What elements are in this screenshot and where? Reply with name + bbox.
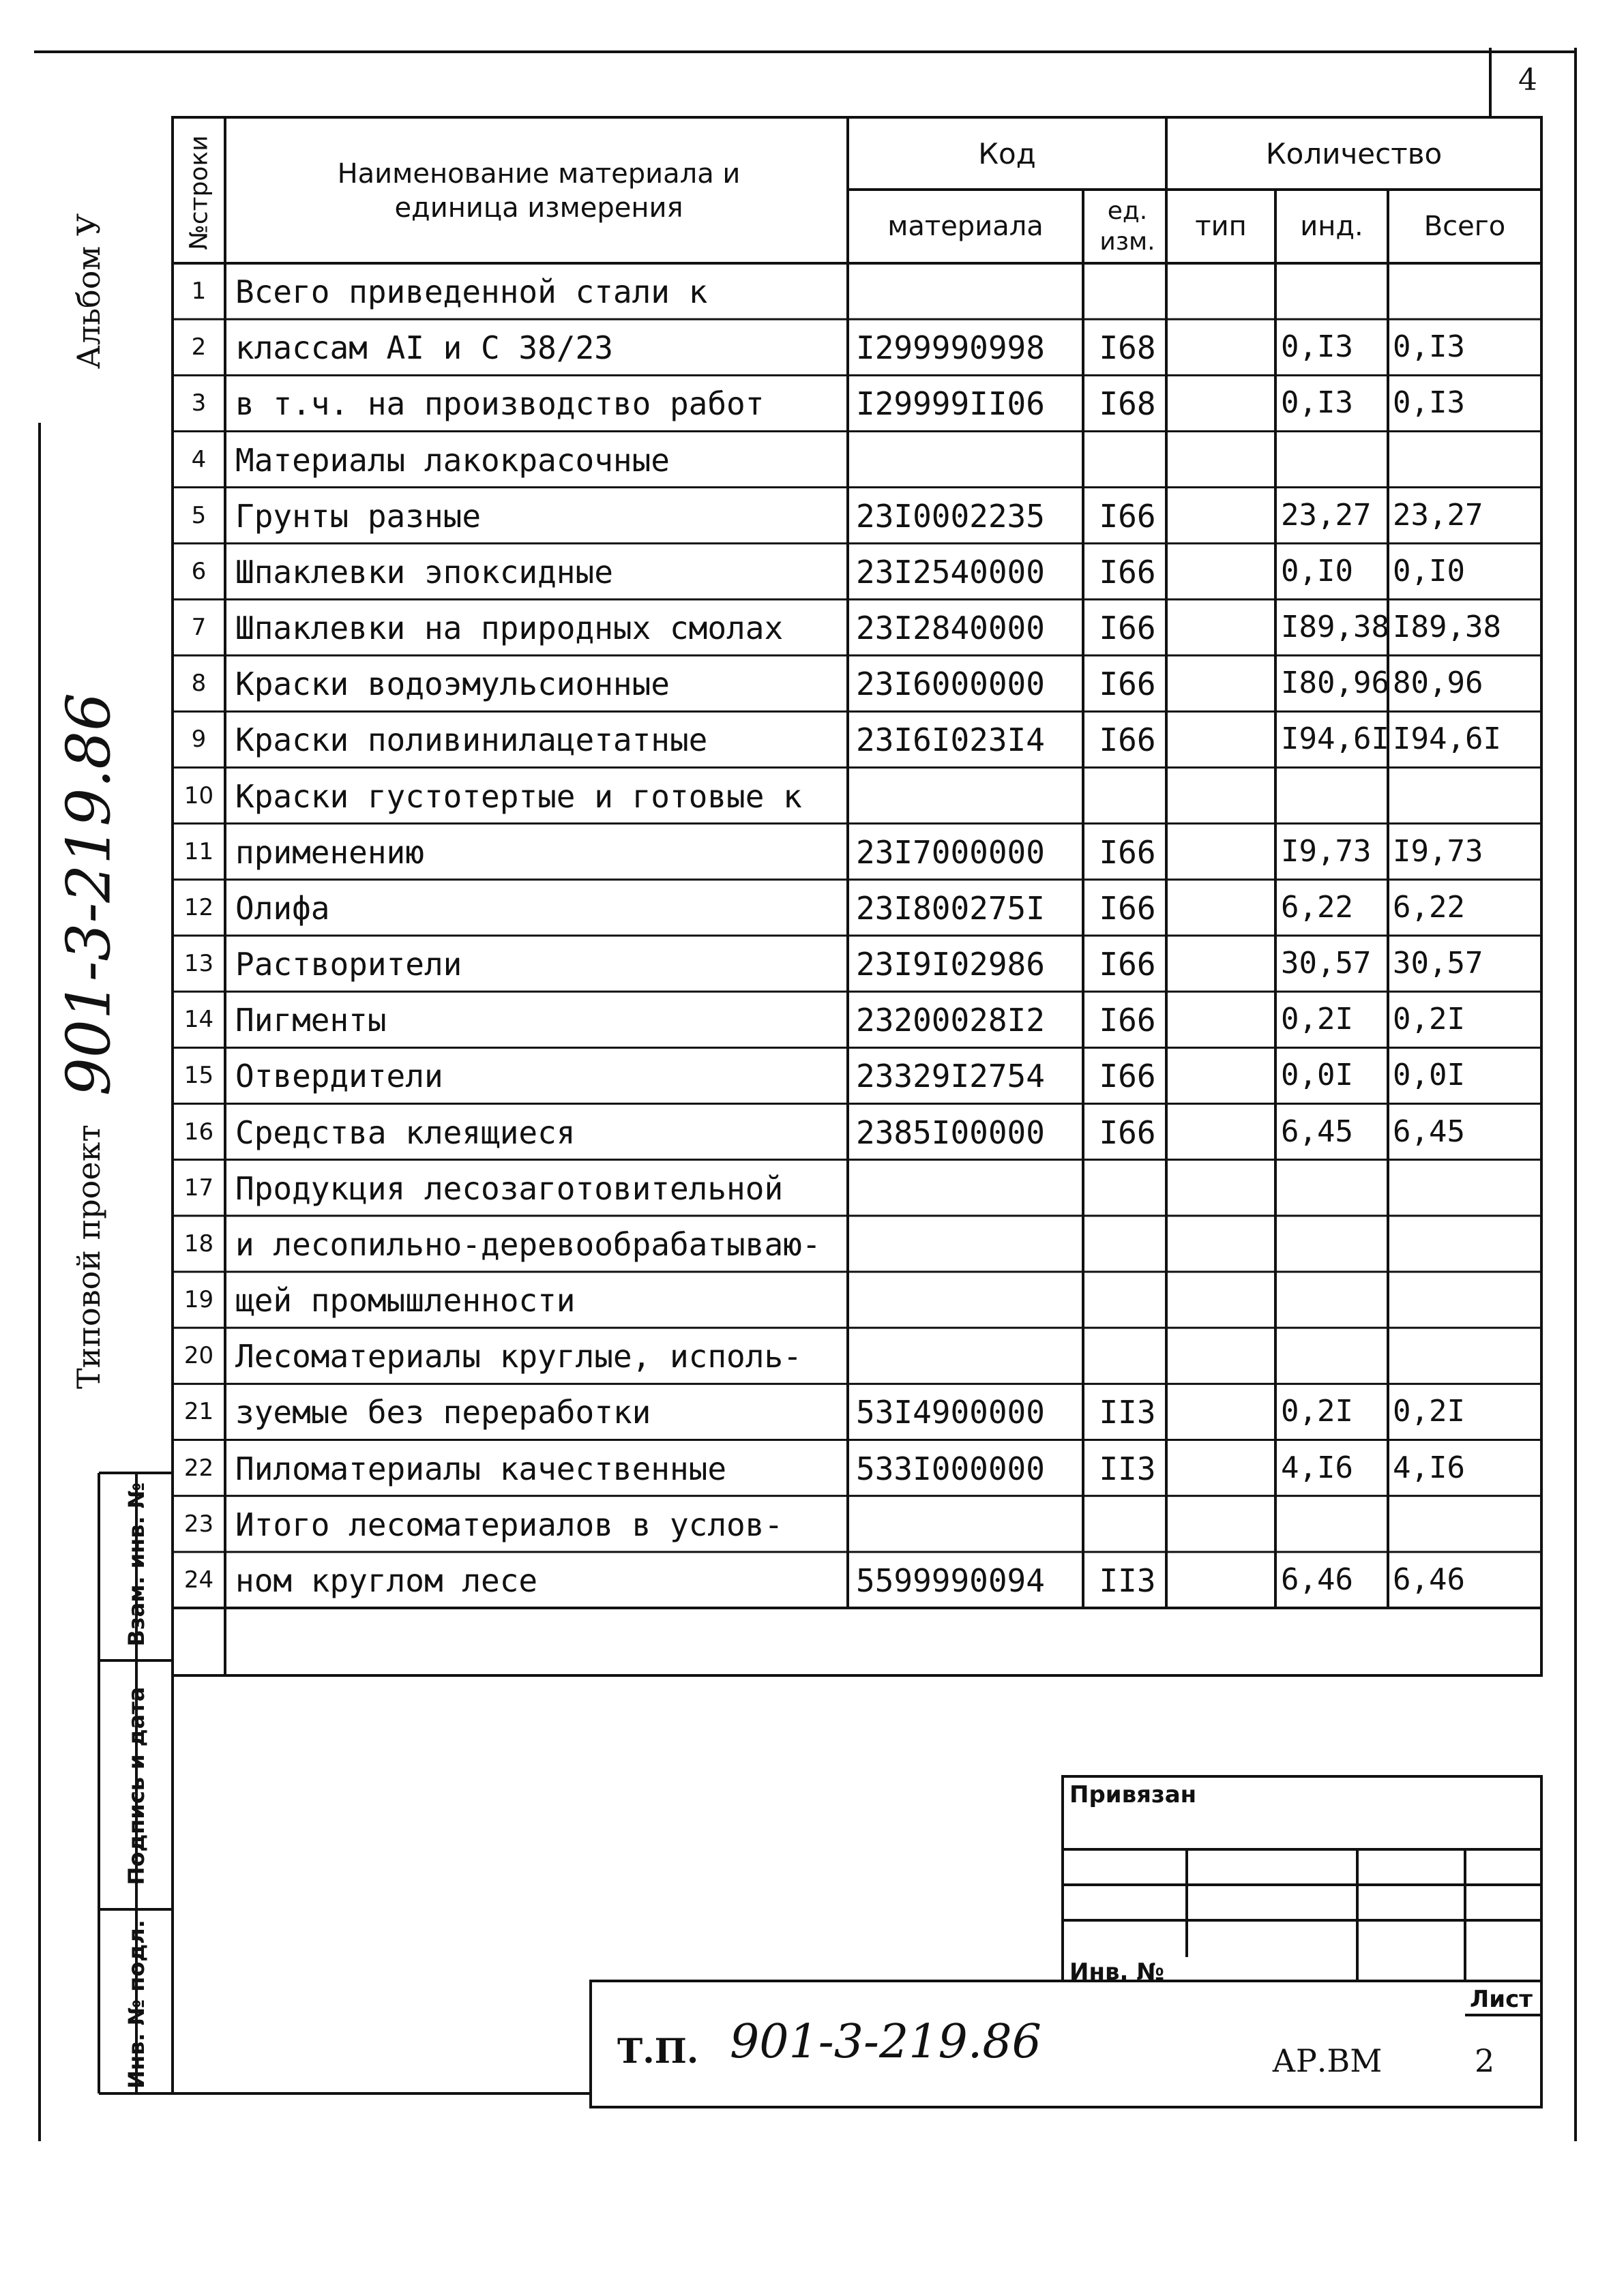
row-number: 14: [183, 1006, 214, 1034]
cell-code: 23I2840000: [856, 610, 1045, 647]
cell-total: 0,I0: [1393, 553, 1465, 588]
tp-code: 901-3-219.86: [730, 2015, 1041, 2069]
row-number: 19: [183, 1286, 214, 1314]
cell-code: I29999II06: [856, 385, 1045, 423]
cell-code: 23I2540000: [856, 553, 1045, 591]
header-qty-ind: инд.: [1300, 211, 1363, 242]
row-number: 17: [183, 1174, 214, 1202]
row-number: 5: [191, 501, 207, 529]
cell-code: 5599990094: [856, 1562, 1045, 1599]
header-qty-type: тип: [1195, 211, 1247, 242]
cell-name: применению: [235, 833, 424, 871]
cell-code: 23I6000000: [856, 666, 1045, 703]
row-number: 16: [183, 1118, 214, 1146]
cell-unit: I66: [1099, 666, 1156, 703]
cell-total: I89,38: [1393, 610, 1501, 645]
stamp-inv: Инв. № подл.: [123, 1920, 149, 2089]
sheet-value: 2: [1475, 2042, 1495, 2079]
project-type-label: Типовой проект: [70, 1124, 107, 1389]
cell-code: 2385I00000: [856, 1114, 1045, 1151]
cell-name: Олифа: [235, 889, 330, 927]
cell-unit: I66: [1099, 1002, 1156, 1039]
cell-name: Отвердители: [235, 1058, 443, 1095]
cell-name: Средства клеящиеся: [235, 1114, 576, 1151]
album-label: Альбом У: [70, 213, 107, 370]
cell-name: классам АI и С 38/23: [235, 329, 613, 367]
cell-name: Краски поливинилацетатные: [235, 721, 708, 759]
cell-ind: 0,I3: [1281, 329, 1353, 365]
project-code-handwritten: 901-3-219.86: [53, 692, 124, 1097]
cell-name: Лесоматериалы круглые, исполь-: [235, 1338, 802, 1375]
row-number: 2: [191, 333, 207, 361]
cell-total: 80,96: [1393, 666, 1483, 701]
cell-ind: 0,0I: [1281, 1058, 1353, 1093]
header-name: Наименование материала и единица измерения: [337, 158, 741, 224]
cell-unit: II3: [1099, 1562, 1156, 1599]
cell-unit: I68: [1099, 329, 1156, 367]
cell-name: Краски водоэмульсионные: [235, 666, 670, 703]
cell-unit: I66: [1099, 721, 1156, 759]
cell-ind: I80,96: [1281, 666, 1389, 701]
cell-code: 23329I2754: [856, 1058, 1045, 1095]
cell-total: I94,6I: [1393, 721, 1501, 757]
cell-ind: 0,I3: [1281, 385, 1353, 421]
row-number: 15: [183, 1062, 214, 1090]
header-qty-total: Всего: [1423, 211, 1506, 242]
row-number: 23: [183, 1510, 214, 1538]
cell-ind: I89,38: [1281, 610, 1389, 645]
cell-name: ном круглом лесе: [235, 1562, 538, 1599]
cell-total: 4,I6: [1393, 1450, 1465, 1485]
cell-code: 533I000000: [856, 1450, 1045, 1487]
row-number: 10: [183, 781, 214, 809]
cell-unit: I66: [1099, 553, 1156, 591]
cell-unit: II3: [1099, 1450, 1156, 1487]
row-number: 24: [183, 1566, 214, 1594]
row-number: 22: [183, 1454, 214, 1482]
cell-name: Краски густотертые и готовые к: [235, 777, 802, 815]
cell-ind: 0,2I: [1281, 1002, 1353, 1037]
cell-total: 0,2I: [1393, 1002, 1465, 1037]
cell-name: Продукция лесозаготовительной: [235, 1169, 784, 1207]
cell-code: 53I4900000: [856, 1394, 1045, 1431]
cell-unit: I66: [1099, 497, 1156, 535]
header-row-no: №строки: [185, 135, 213, 250]
cell-code: 23I9I02986: [856, 946, 1045, 983]
cell-code: 23I6I023I4: [856, 721, 1045, 759]
cell-total: 0,I3: [1393, 329, 1465, 365]
cell-total: 0,2I: [1393, 1394, 1465, 1429]
cell-total: 30,57: [1393, 946, 1483, 981]
header-code-unit: ед. изм.: [1099, 197, 1155, 256]
cell-code: 23I800275I: [856, 889, 1045, 927]
privyazan-label: Привязан: [1069, 1781, 1197, 1808]
cell-total: 0,I3: [1393, 385, 1465, 421]
cell-name: в т.ч. на производство работ: [235, 385, 765, 423]
cell-total: 23,27: [1393, 497, 1483, 533]
row-number: 3: [191, 389, 207, 417]
cell-unit: I66: [1099, 946, 1156, 983]
cell-ind: I9,73: [1281, 833, 1372, 869]
header-code-group: Код: [978, 136, 1036, 170]
header-code-material: материала: [887, 211, 1044, 242]
cell-name: Шпаклевки эпоксидные: [235, 553, 613, 591]
tp-label: Т.П.: [617, 2031, 699, 2071]
cell-name: Грунты разные: [235, 497, 482, 535]
cell-unit: I66: [1099, 1058, 1156, 1095]
row-number: 18: [183, 1229, 214, 1257]
inv-no-label: Инв. №: [1069, 1958, 1165, 1986]
cell-unit: II3: [1099, 1394, 1156, 1431]
sheet-number: 4: [1518, 63, 1537, 98]
cell-ind: 30,57: [1281, 946, 1372, 981]
cell-ind: 6,22: [1281, 889, 1353, 925]
cell-name: зуемые без переработки: [235, 1394, 651, 1431]
cell-name: Пигменты: [235, 1002, 387, 1039]
stamp-vzam: Взам. инв. №: [123, 1482, 149, 1647]
cell-ind: 23,27: [1281, 497, 1372, 533]
row-number: 8: [191, 670, 207, 698]
cell-ind: I94,6I: [1281, 721, 1389, 757]
cell-total: 0,0I: [1393, 1058, 1465, 1093]
row-number: 21: [183, 1398, 214, 1426]
row-number: 12: [183, 893, 214, 921]
cell-ind: 0,2I: [1281, 1394, 1353, 1429]
cell-name: и лесопильно-деревообрабатываю-: [235, 1225, 821, 1263]
cell-code: 23200028I2: [856, 1002, 1045, 1039]
cell-ind: 4,I6: [1281, 1450, 1353, 1485]
stamp-podpis: Подпись и дата: [123, 1686, 149, 1885]
cell-total: 6,22: [1393, 889, 1465, 925]
cell-unit: I68: [1099, 385, 1156, 423]
row-number: 4: [191, 445, 207, 473]
cell-name: Растворители: [235, 946, 462, 983]
sheet-label: Лист: [1470, 1986, 1533, 2013]
cell-name: Итого лесоматериалов в услов-: [235, 1506, 784, 1543]
row-number: 20: [183, 1342, 214, 1370]
cell-ind: 6,46: [1281, 1562, 1353, 1597]
cell-total: 6,46: [1393, 1562, 1465, 1597]
cell-code: 23I0002235: [856, 497, 1045, 535]
row-number: 9: [191, 726, 207, 754]
cell-code: I299990998: [856, 329, 1045, 367]
cell-unit: I66: [1099, 889, 1156, 927]
row-number: 6: [191, 557, 207, 585]
cell-name: Всего приведенной стали к: [235, 273, 708, 311]
cell-unit: I66: [1099, 610, 1156, 647]
cell-total: 6,45: [1393, 1114, 1465, 1149]
cell-code: 23I7000000: [856, 833, 1045, 871]
cell-unit: I66: [1099, 1114, 1156, 1151]
cell-name: Пиломатериалы качественные: [235, 1450, 727, 1487]
cell-name: Материалы лакокрасочные: [235, 441, 670, 479]
cell-total: I9,73: [1393, 833, 1483, 869]
row-number: 11: [183, 837, 214, 865]
cell-unit: I66: [1099, 833, 1156, 871]
doc-code: АР.ВМ: [1272, 2042, 1383, 2079]
row-number: 7: [191, 614, 207, 642]
cell-ind: 6,45: [1281, 1114, 1353, 1149]
row-number: 13: [183, 950, 214, 978]
header-qty-group: Количество: [1265, 136, 1443, 170]
cell-name: Шпаклевки на природных смолах: [235, 610, 784, 647]
cell-name: щей промышленности: [235, 1282, 576, 1320]
cell-ind: 0,I0: [1281, 553, 1353, 588]
row-number: 1: [191, 278, 207, 305]
